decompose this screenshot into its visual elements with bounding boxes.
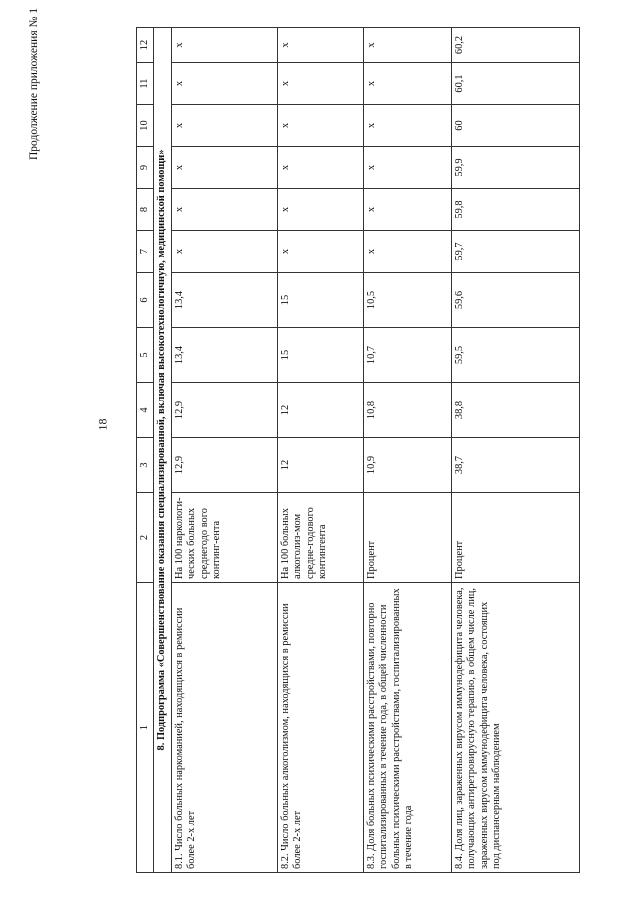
section-row — [154, 28, 171, 873]
continuation-label: Продолжение приложения № 1 — [28, 7, 40, 160]
value-cell: x — [277, 231, 363, 273]
indicator-cell: 8.1. Число больных наркоманией, находящихся в ремиссии более 2-х лет — [171, 583, 277, 873]
value-cell: 10,8 — [363, 383, 451, 438]
header-cell: 4 — [137, 383, 154, 438]
value-cell: x — [171, 63, 277, 105]
value-cell: 38,7 — [451, 438, 579, 493]
value-cell: 13,4 — [171, 328, 277, 383]
header-cell: 6 — [137, 273, 154, 328]
value-cell: 10,7 — [363, 328, 451, 383]
value-cell: x — [363, 231, 451, 273]
header-row — [137, 28, 154, 873]
table-row — [277, 28, 363, 873]
indicator-cell: 8.4. Доля лиц, зараженных вирусом иммунодефицита человека, получающих антиретровирусную терапию, в общем числе лиц, зараженных вирусом иммунодефицита человека, состоящих под диспансерным наблюдением — [451, 583, 579, 873]
value-cell: x — [363, 147, 451, 189]
value-cell: x — [363, 28, 451, 63]
header-cell: 12 — [137, 28, 154, 63]
value-cell: 59,8 — [451, 189, 579, 231]
value-cell: 12,9 — [171, 438, 277, 493]
indicators-table — [136, 27, 580, 873]
value-cell: 15 — [277, 328, 363, 383]
value-cell: x — [363, 189, 451, 231]
value-cell: x — [277, 189, 363, 231]
value-cell: 59,5 — [451, 328, 579, 383]
header-cell: 9 — [137, 147, 154, 189]
header-cell: 10 — [137, 105, 154, 147]
value-cell: x — [277, 105, 363, 147]
value-cell: 12 — [277, 383, 363, 438]
value-cell: 15 — [277, 273, 363, 328]
unit-cell: На 100 больных алкоголиз-мом средне-годового контингента — [277, 493, 363, 583]
value-cell: 10,5 — [363, 273, 451, 328]
header-cell: 1 — [137, 583, 154, 873]
value-cell: 59,9 — [451, 147, 579, 189]
value-cell: x — [171, 231, 277, 273]
table-row — [171, 28, 277, 873]
value-cell: x — [171, 105, 277, 147]
value-cell: 60,1 — [451, 63, 579, 105]
unit-cell: Процент — [363, 493, 451, 583]
page-number: 18 — [95, 418, 110, 431]
header-cell: 11 — [137, 63, 154, 105]
table-row — [363, 28, 451, 873]
value-cell: 59,7 — [451, 231, 579, 273]
header-cell: 7 — [137, 231, 154, 273]
header-cell: 3 — [137, 438, 154, 493]
table-row — [451, 28, 579, 873]
value-cell: x — [363, 105, 451, 147]
header-cell: 2 — [137, 493, 154, 583]
value-cell: 12,9 — [171, 383, 277, 438]
value-cell: x — [277, 63, 363, 105]
indicator-cell: 8.3. Доля больных психическими расстройствами, повторно госпитализированных в течение года, в общей численности больных психическими расстройствами, госпитализированных в течение года — [363, 583, 451, 873]
value-cell: 38,8 — [451, 383, 579, 438]
value-cell: x — [277, 147, 363, 189]
value-cell: x — [363, 63, 451, 105]
value-cell: x — [171, 189, 277, 231]
indicator-cell: 8.2. Число больных алкоголизмом, находящихся в ремиссии более 2-х лет — [277, 583, 363, 873]
header-cell: 5 — [137, 328, 154, 383]
value-cell: 13,4 — [171, 273, 277, 328]
value-cell: 59,6 — [451, 273, 579, 328]
value-cell: x — [277, 28, 363, 63]
unit-cell: На 100 наркологи-ческих больных среднегодо вого континг-ента — [171, 493, 277, 583]
value-cell: 10,9 — [363, 438, 451, 493]
value-cell: 60 — [451, 105, 579, 147]
value-cell: x — [171, 147, 277, 189]
value-cell: 60,2 — [451, 28, 579, 63]
value-cell: 12 — [277, 438, 363, 493]
unit-cell: Процент — [451, 493, 579, 583]
header-cell: 8 — [137, 189, 154, 231]
section-title: 8. Подпрограмма «Совершенствование оказания специализированной, включая высокотехнологичную, медицинской помощи» — [154, 28, 171, 873]
value-cell: x — [171, 28, 277, 63]
